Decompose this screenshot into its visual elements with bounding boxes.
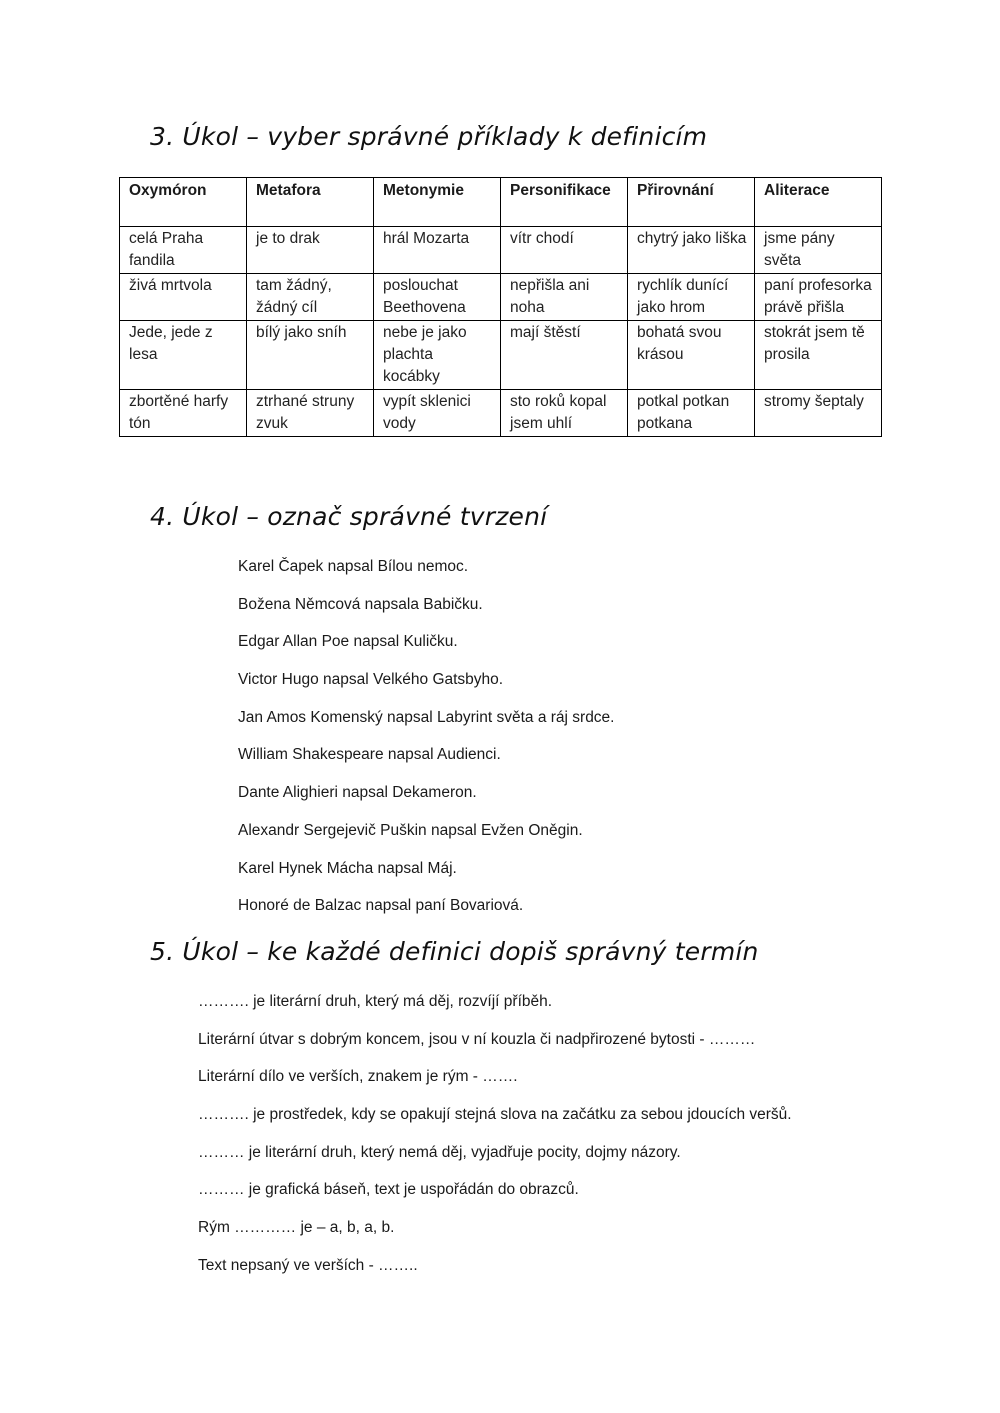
header-aliterace: Aliterace [755,178,882,227]
statement-item[interactable]: Karel Čapek napsal Bílou nemoc. [238,558,469,575]
table-cell[interactable]: stokrát jsem tě prosila [755,321,882,390]
header-personifikace: Personifikace [501,178,628,227]
table-cell[interactable]: Jede, jede z lesa [120,321,247,390]
definition-item[interactable]: ………. je literární druh, který má děj, rozvíjí příběh. [198,993,553,1010]
table-cell[interactable]: poslouchat Beethovena [374,274,501,321]
statement-item[interactable]: Karel Hynek Mácha napsal Máj. [238,859,457,877]
table-cell[interactable]: vypít sklenici vody [374,390,501,437]
statement-item[interactable]: Honoré de Balzac napsal paní Bovariová. [238,897,524,915]
statement-item[interactable]: Edgar Allan Poe napsal Kuličku. [238,633,458,651]
table-cell[interactable]: rychlík dunící jako hrom [628,274,755,321]
task4-title: 4. Úkol – označ správné tvrzení [150,502,548,531]
table-cell[interactable]: celá Praha fandila [120,227,247,274]
table-cell[interactable]: bohatá svou krásou [628,321,755,390]
table-cell[interactable]: jsme pány světa [755,227,882,274]
header-metonymie: Metonymie [374,178,501,227]
header-metafora: Metafora [247,178,374,227]
definition-item[interactable]: ……… je grafická báseň, text je uspořádán do obrazců. [198,1181,579,1199]
table-cell[interactable]: sto roků kopal jsem uhlí [501,390,628,437]
table-row [120,321,882,390]
definition-item[interactable]: Literární útvar s dobrým koncem, jsou v ní kouzla či nadpřirozené bytosti - ……… [198,1030,756,1048]
header-oxymoron: Oxymóron [120,178,247,227]
table-cell[interactable]: tam žádný, žádný cíl [247,274,374,321]
table-row [120,390,882,437]
statement-item[interactable]: Dante Alighieri napsal Dekameron. [238,784,477,802]
definition-item[interactable]: ………. je prostředek, kdy se opakují stejná slova na začátku za sebou jdoucích veršů. [198,1106,792,1124]
table-cell[interactable]: nepřišla ani noha [501,274,628,321]
table-cell[interactable]: je to drak [247,227,374,274]
header-prirovnani: Přirovnání [628,178,755,227]
definition-list [198,991,792,1293]
table-row [120,274,882,321]
table-cell[interactable]: stromy šeptaly [755,390,882,437]
statement-item[interactable]: Victor Hugo napsal Velkého Gatsbyho. [238,671,504,689]
table-cell[interactable]: potkal potkan potkana [628,390,755,437]
definition-item[interactable]: Text nepsaný ve verších - …….. [198,1256,418,1274]
definition-item[interactable]: Literární dílo ve verších, znakem je rým - ……. [198,1068,518,1086]
statement-item[interactable]: William Shakespeare napsal Audienci. [238,746,501,764]
statement-item[interactable]: Jan Amos Komenský napsal Labyrint světa a ráj srdce. [238,708,615,726]
statement-list [238,556,615,933]
definition-item[interactable]: Rým ………… je – a, b, a, b. [198,1219,395,1237]
definitions-table [119,177,882,437]
table-header-row [120,178,882,227]
table-cell[interactable]: mají štěstí [501,321,628,390]
task5-title: 5. Úkol – ke každé definici dopiš správný termín [150,937,759,966]
definition-item[interactable]: ……… je literární druh, který nemá děj, vyjadřuje pocity, dojmy názory. [198,1143,681,1161]
table-cell[interactable]: vítr chodí [501,227,628,274]
table-cell[interactable]: živá mrtvola [120,274,247,321]
table-cell[interactable]: bílý jako sníh [247,321,374,390]
task3-title: 3. Úkol – vyber správné příklady k definicím [150,122,708,151]
table-cell[interactable]: ztrhané struny zvuk [247,390,374,437]
table-cell[interactable]: hrál Mozarta [374,227,501,274]
table-cell[interactable]: zbortěné harfy tón [120,390,247,437]
table-cell[interactable]: chytrý jako liška [628,227,755,274]
statement-item[interactable]: Božena Němcová napsala Babičku. [238,595,483,613]
table-cell[interactable]: paní profesorka právě přišla [755,274,882,321]
statement-item[interactable]: Alexandr Sergejevič Puškin napsal Evžen Oněgin. [238,821,583,839]
table-row [120,227,882,274]
table-cell[interactable]: nebe je jako plachta kocábky [374,321,501,390]
